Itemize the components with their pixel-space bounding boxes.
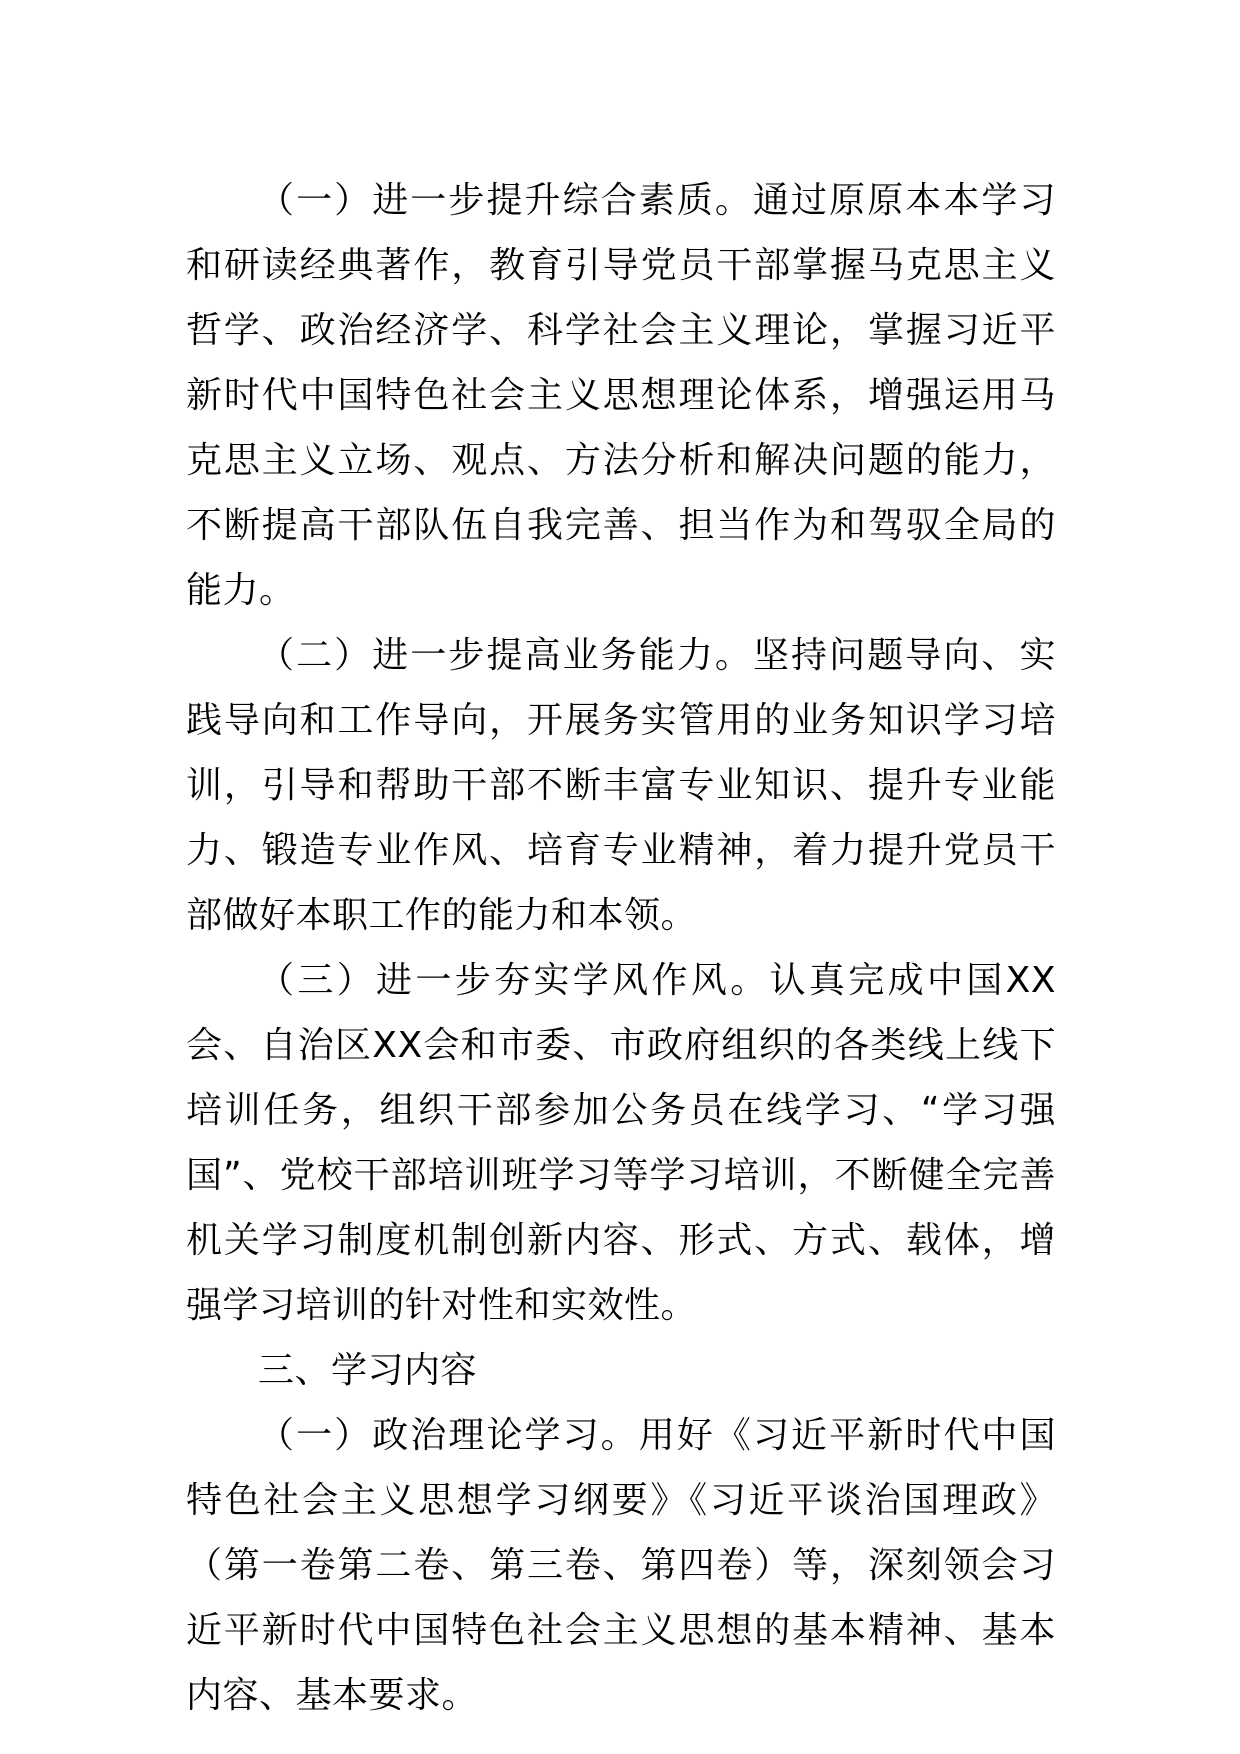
section-heading-study-content: 三、学习内容 — [258, 1350, 478, 1391]
document-body — [186, 168, 1056, 1728]
paragraph-goal-1: （一）进一步提升综合素质。通过原原本本学习和研读经典著作，教育引导党员干部掌握马克思主义哲学、政治经济学、科学社会主义理论，掌握习近平新时代中国特色社会主义思想理论体系，增强运用马克思主义立场、观点、方法分析和解决问题的能力，不断提高干部队伍自我完善、担当作为和驾驭全局的能力。 — [186, 180, 1056, 611]
paragraph-goal-2: （二）进一步提高业务能力。坚持问题导向、实践导向和工作导向，开展务实管用的业务知识学习培训，引导和帮助干部不断丰富专业知识、提升专业能力、锻造专业作风、培育专业精神，着力提升党员干部做好本职工作的能力和本领。 — [186, 635, 1056, 936]
paragraph-goal-3: （三）进一步夯实学风作风。认真完成中国XX会、自治区XX会和市委、市政府组织的各类线上线下培训任务，组织干部参加公务员在线学习、“学习强国”、党校干部培训班学习等学习培训，不断健全完善机关学习制度机制创新内容、形式、方式、载体，增强学习培训的针对性和实效性。 — [186, 960, 1056, 1326]
paragraph-content-1: （一）政治理论学习。用好《习近平新时代中国特色社会主义思想学习纲要》《习近平谈治国理政》（第一卷第二卷、第三卷、第四卷）等，深刻领会习近平新时代中国特色社会主义思想的基本精神、基本内容、基本要求。 — [186, 1415, 1056, 1716]
